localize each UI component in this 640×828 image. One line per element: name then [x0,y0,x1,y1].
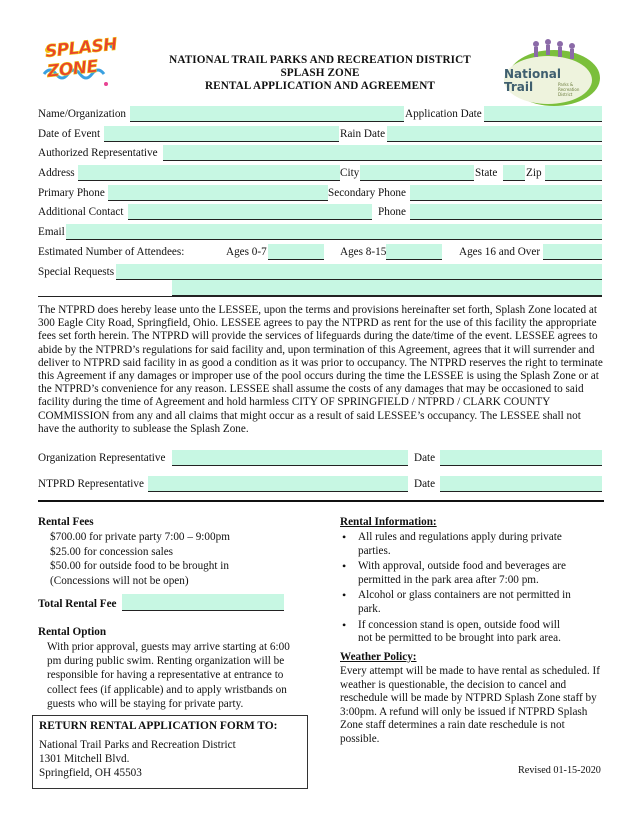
total-rental-fee-label: Total Rental Fee [38,598,117,610]
row-additional-contact [38,204,602,220]
address-label: Address [38,167,75,179]
ages-0-7-label: Ages 0-7 [226,246,267,258]
primary-phone-label: Primary Phone [38,187,105,199]
header-splash-zone: SPLASH ZONE [280,67,360,79]
agreement-text: The NTPRD does hereby lease unto the LESSEE, upon the terms and provisions hereinafter set forth, Splash Zone located at 300 Eagle City Road, Springfield, Ohio. LESSEE agrees to pay the NTPRD as rent for the use of this facility the appropriate fees set forth herein. The NTPRD will provide the services of lifeguards during the date/time of the event. LESSEE agrees to abide by the NTPRD’s regulations for said facility and, upon termination of this Agreement, agrees that it will surrender and deliver to NTPRD said facility in as good a condition as it was prior to occupancy. The NTPRD reserves the right to terminate this Agreement if any damages or improper use of the pool occurs during the time the LESSEE is using the Splash Zone or at the NTPRD’s convenience for any reason. LESSEE shall assume the costs of any damages that may be occasioned to said facility during the time of Agreement and hold harmless CITY OF SPRINGFIELD / NTPRD / CLARK COUNTY COMMISSION from any and all claims that might occur as a result of said LESSEE’s occupancy. The LESSEE shall not have the authority to sublease the Splash Zone. [38,304,603,435]
info-item-outside-food: • With approval, outside food and beverages are permitted in the park area after 7:00 pm. [340,560,576,587]
return-line-1: National Trail Parks and Recreation District [39,739,236,751]
name-org-field[interactable] [130,106,404,122]
application-date-label: Application Date [405,108,482,120]
special-requests-field-2[interactable] [172,280,602,296]
fee-private-party: $700.00 for private party 7:00 – 9:00pm [50,531,230,543]
org-rep-label: Organization Representative [38,452,166,464]
ages-8-15-field[interactable] [386,244,442,260]
row-attendees [38,244,602,260]
info-item-alcohol: • Alcohol or glass containers are not permitted in park. [340,589,576,616]
info-item-rules: • All rules and regulations apply during private parties. [340,531,576,558]
fee-concession-note: (Concessions will not be open) [50,574,189,587]
revised-date: Revised 01-15-2020 [518,765,601,776]
logo-splash-text: SPLASH ZONE [44,34,118,82]
fee-concession: $25.00 for concession sales [50,545,174,558]
return-address-box [32,715,308,789]
rental-fees-title: Rental Fees [38,516,94,528]
ages-0-7-field[interactable] [268,244,324,260]
auth-rep-field[interactable] [163,145,602,161]
ages-16-field[interactable] [543,244,602,260]
return-title: RETURN RENTAL APPLICATION FORM TO: [39,720,278,732]
return-line-2: 1301 Mitchell Blvd. [39,753,130,765]
special-requests-field[interactable] [116,264,602,280]
ntprd-date-label: Date [414,478,436,490]
row-phones [38,185,602,201]
rental-info-list [340,531,576,648]
state-label: State [475,167,498,179]
fee-outside-food: $50.00 for outside food to be brought in [50,560,229,573]
zip-field[interactable] [545,165,602,181]
row-email [38,224,602,240]
weather-policy-title: Weather Policy: [340,651,417,663]
info-item-concession: • If concession stand is open, outside food will not be permitted to be brought into park area. [340,619,576,646]
weather-policy-text: Every attempt will be made to have rental as scheduled. If weather is questionable, the decision to cancel and reschedule will be made by NTPRD Splash Zone staff by 3:00pm. A refund will only be issued if NTPRD Splash Zone staff determines a rain date reschedule is not possible. [340,665,601,745]
event-date-label: Date of Event [38,128,101,140]
event-date-field[interactable] [104,126,339,142]
national-trail-logo [496,36,602,110]
section-divider [38,500,604,502]
logo-sub-text: Parks & Recreation District [558,82,580,97]
splash-zone-logo [36,34,124,96]
org-date-label: Date [414,452,436,464]
auth-rep-label: Authorized Representative [38,147,158,159]
attendees-label: Estimated Number of Attendees: [38,246,185,258]
name-org-label: Name/Organization [38,108,127,120]
rental-fees-list [50,530,230,588]
special-requests-line-2 [38,296,602,297]
org-rep-signature-field[interactable] [172,450,408,466]
address-field[interactable] [78,165,340,181]
secondary-phone-field[interactable] [410,185,602,201]
ntprd-rep-signature-field[interactable] [148,476,408,492]
header-form-title: RENTAL APPLICATION AND AGREEMENT [205,80,435,92]
email-field[interactable] [66,224,602,240]
ntprd-date-field[interactable] [440,476,602,492]
rental-info-title: Rental Information: [340,516,437,528]
rain-date-field[interactable] [387,126,602,142]
header-district: NATIONAL TRAIL PARKS AND RECREATION DISTRICT [169,54,471,66]
secondary-phone-label: Secondary Phone [328,187,406,199]
application-date-field[interactable] [484,106,602,122]
row-event-date [38,126,602,142]
state-field[interactable] [503,165,525,181]
ages-16-label: Ages 16 and Over [459,246,541,258]
row-auth-rep [38,145,602,161]
email-label: Email [38,226,65,238]
logo-national-trail-text: National Trail [504,67,561,94]
row-special-requests [38,264,602,280]
row-ntprd-signature [38,476,602,492]
row-address [38,165,602,181]
primary-phone-field[interactable] [108,185,328,201]
city-label: City [340,167,360,179]
org-date-field[interactable] [440,450,602,466]
city-field[interactable] [360,165,474,181]
ntprd-rep-label: NTPRD Representative [38,478,144,490]
rental-option-text: With prior approval, guests may arrive starting at 6:00 pm during public swim. Renting organization will be responsible for having a representative at entrance to collect fees (if applicable) and to apply wristbands on guests who will be staying for private party. [47,641,290,710]
row-name-org [38,106,602,122]
rain-date-label: Rain Date [340,128,386,140]
return-line-3: Springfield, OH 45503 [39,767,142,779]
ages-8-15-label: Ages 8-15 [340,246,387,258]
contact-phone-field[interactable] [410,204,602,220]
additional-contact-field[interactable] [128,204,372,220]
rental-option-title: Rental Option [38,626,107,638]
total-rental-fee-field[interactable] [122,594,284,611]
additional-contact-label: Additional Contact [38,206,124,218]
zip-label: Zip [526,167,542,179]
row-org-signature [38,450,602,466]
special-requests-label: Special Requests [38,266,115,278]
contact-phone-label: Phone [378,206,406,218]
